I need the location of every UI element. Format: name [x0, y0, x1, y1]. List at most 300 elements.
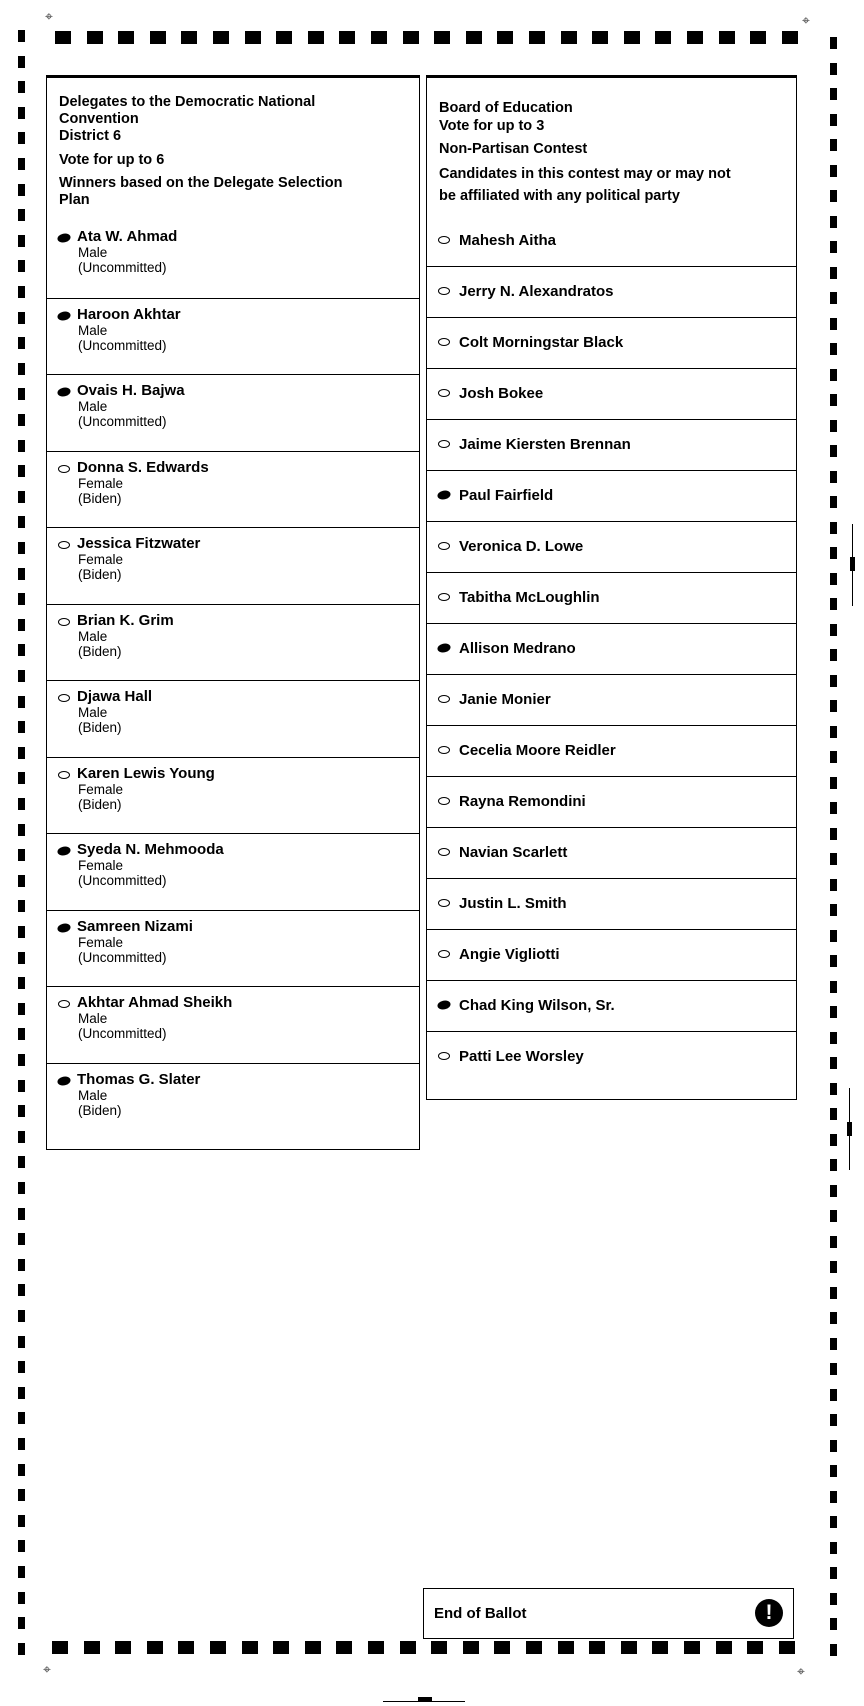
- timing-mark: [18, 670, 25, 682]
- timing-mark: [18, 824, 25, 836]
- timing-mark: [558, 1641, 574, 1654]
- candidate-preference: (Uncommitted): [78, 337, 167, 353]
- timing-mark: [830, 598, 837, 610]
- timing-mark: [18, 414, 25, 426]
- candidate-gender: Male: [78, 322, 108, 338]
- vote-oval[interactable]: [438, 389, 450, 397]
- candidate-gender: Male: [78, 399, 108, 414]
- contest-instruction: [439, 163, 786, 207]
- timing-mark: [213, 31, 229, 44]
- timing-mark: [830, 1414, 837, 1426]
- timing-mark: [18, 337, 25, 349]
- contest-board-of-education: [426, 75, 797, 1100]
- timing-mark: [18, 56, 25, 68]
- timing-mark: [434, 31, 450, 44]
- contest-title: Board of Education: [439, 100, 573, 116]
- vote-oval[interactable]: [58, 541, 70, 549]
- registration-crosshair-icon: ⌖: [45, 9, 53, 25]
- candidate-row: [47, 680, 419, 757]
- end-of-ballot-label: End of Ballot: [434, 1605, 527, 1622]
- candidate-name: Rayna Remondini: [459, 793, 586, 810]
- timing-mark: [830, 1312, 837, 1324]
- timing-mark: [18, 388, 25, 400]
- timing-mark: [18, 286, 25, 298]
- candidate-row: [47, 910, 419, 987]
- timing-mark: [18, 568, 25, 580]
- timing-mark: [18, 1412, 25, 1424]
- timing-mark: [621, 1641, 637, 1654]
- timing-mark: [830, 1516, 837, 1528]
- timing-mark: [830, 1236, 837, 1248]
- timing-mark: [87, 31, 103, 44]
- timing-mark: [830, 63, 837, 75]
- timing-mark: [18, 1566, 25, 1578]
- candidate-list: [427, 215, 796, 1082]
- timing-mark: [336, 1641, 352, 1654]
- timing-mark: [529, 31, 545, 44]
- timing-mark: [830, 1287, 837, 1299]
- vote-oval[interactable]: [58, 618, 70, 626]
- vote-oval[interactable]: [438, 746, 450, 754]
- instruction-line: Winners based on the Delegate Selection: [59, 175, 343, 191]
- timing-mark: [18, 1080, 25, 1092]
- timing-mark: [18, 1233, 25, 1245]
- timing-mark: [494, 1641, 510, 1654]
- vote-oval[interactable]: [58, 771, 70, 779]
- instruction-line: Candidates in this contest may or may not: [439, 166, 731, 182]
- timing-mark: [830, 1261, 837, 1273]
- candidate-name: Samreen Nizami: [77, 917, 193, 935]
- timing-mark: [18, 747, 25, 759]
- candidate-gender: Female: [78, 858, 124, 873]
- timing-mark: [830, 394, 837, 406]
- candidate-preference: (Biden): [78, 796, 122, 812]
- timing-mark: [18, 977, 25, 989]
- timing-mark: [18, 593, 25, 605]
- timing-mark: [18, 1284, 25, 1296]
- timing-mark: [18, 260, 25, 272]
- candidate-name: Patti Lee Worsley: [459, 1048, 584, 1065]
- candidate-row: [47, 1063, 419, 1140]
- timing-mark: [830, 1134, 837, 1146]
- timing-mark: [684, 1641, 700, 1654]
- timing-mark: [830, 879, 837, 891]
- candidate-gender: Male: [78, 1011, 108, 1026]
- scan-marker: [418, 1697, 432, 1701]
- timing-mark: [18, 312, 25, 324]
- timing-mark: [18, 516, 25, 528]
- candidate-name: Donna S. Edwards: [77, 458, 209, 476]
- vote-for-label: Vote for up to 3: [439, 118, 545, 134]
- timing-mark: [830, 1159, 837, 1171]
- timing-mark: [830, 216, 837, 228]
- timing-mark: [55, 31, 71, 44]
- timing-mark: [18, 1310, 25, 1322]
- timing-mark: [830, 930, 837, 942]
- timing-mark: [624, 31, 640, 44]
- candidate-gender: Female: [78, 934, 124, 950]
- candidate-row: [427, 980, 796, 1031]
- timing-mark: [830, 1593, 837, 1605]
- scan-marker: [850, 557, 855, 571]
- timing-mark: [118, 31, 134, 44]
- contest-title-line: Convention: [59, 111, 139, 127]
- contest-type: Non-Partisan Contest: [439, 141, 588, 157]
- candidate-row: [427, 674, 796, 725]
- vote-oval[interactable]: [437, 489, 452, 500]
- timing-mark: [18, 1489, 25, 1501]
- end-of-ballot-box: [423, 1588, 794, 1639]
- candidate-row: [427, 419, 796, 470]
- timing-mark: [830, 802, 837, 814]
- candidate-preference: (Biden): [78, 643, 122, 659]
- timing-mark: [830, 496, 837, 508]
- timing-mark: [18, 132, 25, 144]
- timing-mark: [18, 849, 25, 861]
- timing-mark: [18, 721, 25, 733]
- candidate-name: Josh Bokee: [459, 385, 544, 402]
- timing-mark: [830, 751, 837, 763]
- timing-mark: [830, 1363, 837, 1375]
- timing-mark: [830, 37, 837, 49]
- timing-mark: [830, 343, 837, 355]
- candidate-row: [427, 215, 796, 266]
- candidate-name: Janie Monier: [459, 691, 551, 708]
- timing-mark: [830, 904, 837, 916]
- vote-oval[interactable]: [438, 338, 450, 346]
- vote-oval[interactable]: [438, 440, 450, 448]
- timing-mark: [431, 1641, 447, 1654]
- candidate-row: [427, 878, 796, 929]
- vote-oval[interactable]: [438, 287, 450, 295]
- candidate-name: Colt Morningstar Black: [459, 334, 624, 351]
- timing-mark: [242, 1641, 258, 1654]
- candidate-name: Brian K. Grim: [77, 611, 174, 629]
- exclamation-circle-icon: !: [755, 1599, 783, 1627]
- timing-mark: [18, 900, 25, 912]
- timing-mark: [276, 31, 292, 44]
- timing-mark: [84, 1641, 100, 1654]
- timing-mark: [18, 1336, 25, 1348]
- contest-instruction: [59, 175, 409, 209]
- candidate-row: [427, 572, 796, 623]
- candidate-row: [47, 298, 419, 375]
- candidate-name: Jaime Kiersten Brennan: [459, 436, 631, 453]
- timing-mark: [18, 542, 25, 554]
- timing-mark: [830, 853, 837, 865]
- timing-mark: [830, 267, 837, 279]
- timing-mark: [830, 1644, 837, 1656]
- candidate-row: [47, 833, 419, 910]
- timing-mark: [18, 1131, 25, 1143]
- timing-mark: [830, 1338, 837, 1350]
- timing-mark: [830, 190, 837, 202]
- candidate-gender: Male: [78, 1087, 108, 1103]
- timing-mark: [18, 81, 25, 93]
- timing-mark: [830, 624, 837, 636]
- candidate-row: [427, 317, 796, 368]
- candidate-name: Syeda N. Mehmooda: [77, 841, 224, 858]
- candidate-row: [427, 1031, 796, 1082]
- timing-mark: [18, 1592, 25, 1604]
- vote-oval[interactable]: [57, 386, 72, 397]
- candidate-name: Akhtar Ahmad Sheikh: [77, 994, 233, 1011]
- contest-header: [47, 78, 419, 221]
- candidate-gender: Male: [78, 245, 108, 260]
- timing-mark: [830, 675, 837, 687]
- vote-oval[interactable]: [438, 542, 450, 550]
- timing-mark: [403, 31, 419, 44]
- candidate-name: Haroon Akhtar: [77, 305, 181, 323]
- timing-mark: [830, 1210, 837, 1222]
- timing-mark: [716, 1641, 732, 1654]
- timing-mark: [655, 31, 671, 44]
- timing-mark: [830, 420, 837, 432]
- timing-mark: [497, 31, 513, 44]
- timing-mark: [52, 1641, 68, 1654]
- candidate-preference: (Uncommitted): [78, 873, 167, 888]
- candidate-row: [427, 623, 796, 674]
- timing-mark: [18, 1438, 25, 1450]
- instruction-line: be affiliated with any political party: [439, 188, 680, 204]
- timing-mark: [18, 1387, 25, 1399]
- timing-mark: [18, 209, 25, 221]
- timing-mark: [750, 31, 766, 44]
- candidate-name: Ovais H. Bajwa: [77, 382, 185, 399]
- timing-mark: [18, 1617, 25, 1629]
- timing-mark: [18, 926, 25, 938]
- timing-mark: [18, 952, 25, 964]
- candidate-preference: (Uncommitted): [78, 260, 167, 275]
- vote-oval[interactable]: [438, 593, 450, 601]
- timing-mark: [150, 31, 166, 44]
- timing-mark: [589, 1641, 605, 1654]
- timing-mark: [18, 30, 25, 42]
- candidate-name: Karen Lewis Young: [77, 764, 215, 782]
- vote-oval[interactable]: [437, 999, 452, 1010]
- vote-oval[interactable]: [58, 465, 70, 473]
- timing-mark: [830, 1491, 837, 1503]
- candidate-gender: Male: [78, 628, 108, 644]
- timing-mark: [830, 700, 837, 712]
- timing-mark: [18, 235, 25, 247]
- candidate-name: Ata W. Ahmad: [77, 228, 178, 245]
- timing-mark: [830, 1618, 837, 1630]
- timing-mark: [18, 1208, 25, 1220]
- timing-mark: [830, 1185, 837, 1197]
- timing-mark: [339, 31, 355, 44]
- candidate-gender: Female: [78, 552, 124, 567]
- vote-for-label: Vote for up to 6: [59, 152, 165, 168]
- timing-mark: [18, 875, 25, 887]
- candidate-preference: (Uncommitted): [78, 414, 167, 429]
- vote-oval[interactable]: [57, 1075, 72, 1086]
- vote-oval[interactable]: [438, 695, 450, 703]
- vote-oval[interactable]: [57, 232, 72, 243]
- timing-mark: [181, 31, 197, 44]
- timing-mark: [18, 1259, 25, 1271]
- candidate-name: Veronica D. Lowe: [459, 538, 584, 555]
- timing-mark: [178, 1641, 194, 1654]
- vote-oval[interactable]: [438, 899, 450, 907]
- vote-oval[interactable]: [438, 236, 450, 244]
- timing-mark: [830, 573, 837, 585]
- candidate-name: Chad King Wilson, Sr.: [459, 997, 615, 1014]
- timing-mark: [830, 318, 837, 330]
- timing-mark: [18, 491, 25, 503]
- candidate-row: [427, 266, 796, 317]
- vote-oval[interactable]: [57, 922, 72, 933]
- timing-mark: [18, 1003, 25, 1015]
- registration-crosshair-icon: ⌖: [797, 1664, 805, 1680]
- candidate-row: [47, 221, 419, 298]
- timing-mark: [18, 1643, 25, 1655]
- timing-mark: [830, 471, 837, 483]
- timing-mark: [830, 1006, 837, 1018]
- timing-mark: [830, 1440, 837, 1452]
- timing-mark: [830, 292, 837, 304]
- timing-mark: [830, 369, 837, 381]
- contest-title-line: District 6: [59, 128, 122, 144]
- timing-mark: [719, 31, 735, 44]
- timing-mark: [526, 1641, 542, 1654]
- timing-mark: [652, 1641, 668, 1654]
- contest-delegates: [46, 75, 420, 1150]
- vote-oval[interactable]: [438, 1052, 450, 1060]
- candidate-name: Jessica Fitzwater: [77, 535, 201, 552]
- candidate-preference: (Biden): [78, 720, 122, 735]
- candidate-row: [427, 827, 796, 878]
- candidate-name: Djawa Hall: [77, 688, 153, 705]
- timing-mark: [18, 1182, 25, 1194]
- candidate-preference: (Biden): [78, 1102, 122, 1118]
- timing-mark: [830, 981, 837, 993]
- timing-mark: [18, 1540, 25, 1552]
- candidate-row: [47, 527, 419, 604]
- candidate-name: Jerry N. Alexandratos: [459, 283, 614, 300]
- candidate-row: [47, 374, 419, 451]
- candidate-name: Navian Scarlett: [459, 844, 568, 861]
- timing-mark: [368, 1641, 384, 1654]
- timing-mark: [830, 1057, 837, 1069]
- timing-mark: [830, 1389, 837, 1401]
- timing-mark: [830, 1032, 837, 1044]
- timing-mark: [400, 1641, 416, 1654]
- timing-mark: [830, 777, 837, 789]
- timing-mark: [273, 1641, 289, 1654]
- timing-mark: [18, 644, 25, 656]
- candidate-row: [427, 521, 796, 572]
- candidate-gender: Female: [78, 475, 124, 491]
- timing-mark: [687, 31, 703, 44]
- timing-mark: [371, 31, 387, 44]
- candidate-preference: (Uncommitted): [78, 1026, 167, 1041]
- timing-mark: [830, 114, 837, 126]
- candidate-gender: Female: [78, 781, 124, 797]
- timing-mark: [18, 184, 25, 196]
- timing-mark: [830, 88, 837, 100]
- vote-oval[interactable]: [57, 845, 72, 856]
- timing-mark: [830, 522, 837, 534]
- timing-mark: [830, 547, 837, 559]
- timing-mark: [779, 1641, 795, 1654]
- candidate-preference: (Uncommitted): [78, 949, 167, 965]
- contest-title-line: Delegates to the Democratic National: [59, 94, 316, 110]
- timing-mark: [308, 31, 324, 44]
- candidate-row: [47, 757, 419, 834]
- vote-oval[interactable]: [57, 310, 72, 321]
- timing-mark: [830, 1465, 837, 1477]
- timing-mark: [245, 31, 261, 44]
- vote-oval[interactable]: [58, 694, 70, 702]
- timing-mark: [18, 619, 25, 631]
- timing-mark: [830, 1108, 837, 1120]
- timing-mark: [830, 1567, 837, 1579]
- timing-mark: [592, 31, 608, 44]
- registration-crosshair-icon: ⌖: [43, 1662, 51, 1678]
- timing-mark: [830, 241, 837, 253]
- vote-oval[interactable]: [438, 797, 450, 805]
- timing-mark: [830, 139, 837, 151]
- candidate-name: Thomas G. Slater: [77, 1070, 201, 1088]
- timing-mark: [210, 1641, 226, 1654]
- candidate-name: Mahesh Aitha: [459, 231, 556, 249]
- timing-mark: [18, 1105, 25, 1117]
- timing-mark: [18, 107, 25, 119]
- candidate-name: Tabitha McLoughlin: [459, 589, 600, 606]
- timing-mark: [18, 1028, 25, 1040]
- vote-oval[interactable]: [58, 1000, 70, 1008]
- candidate-name: Paul Fairfield: [459, 487, 554, 504]
- candidate-name: Cecelia Moore Reidler: [459, 742, 616, 759]
- timing-mark: [18, 1054, 25, 1066]
- candidate-row: [47, 604, 419, 681]
- timing-mark: [115, 1641, 131, 1654]
- timing-mark: [18, 1515, 25, 1527]
- contest-title: [59, 94, 409, 145]
- timing-mark: [782, 31, 798, 44]
- candidate-row: [427, 368, 796, 419]
- candidate-row: [47, 986, 419, 1063]
- candidate-preference: (Biden): [78, 490, 122, 506]
- candidate-name: Allison Medrano: [459, 640, 576, 657]
- timing-mark: [830, 649, 837, 661]
- vote-oval[interactable]: [438, 848, 450, 856]
- timing-mark: [18, 798, 25, 810]
- candidate-row: [427, 776, 796, 827]
- timing-mark: [830, 1542, 837, 1554]
- contest-header: [427, 78, 796, 215]
- timing-mark: [830, 165, 837, 177]
- timing-mark: [830, 828, 837, 840]
- timing-mark: [463, 1641, 479, 1654]
- registration-crosshair-icon: ⌖: [802, 13, 810, 29]
- timing-mark: [305, 1641, 321, 1654]
- timing-mark: [18, 440, 25, 452]
- timing-mark: [747, 1641, 763, 1654]
- timing-mark: [18, 465, 25, 477]
- candidate-row: [427, 470, 796, 521]
- timing-mark: [466, 31, 482, 44]
- candidate-name: Justin L. Smith: [459, 895, 567, 912]
- timing-mark: [18, 1156, 25, 1168]
- vote-oval[interactable]: [437, 642, 452, 653]
- candidate-gender: Male: [78, 705, 108, 720]
- timing-mark: [561, 31, 577, 44]
- candidate-preference: (Biden): [78, 567, 122, 582]
- vote-oval[interactable]: [438, 950, 450, 958]
- timing-mark: [18, 696, 25, 708]
